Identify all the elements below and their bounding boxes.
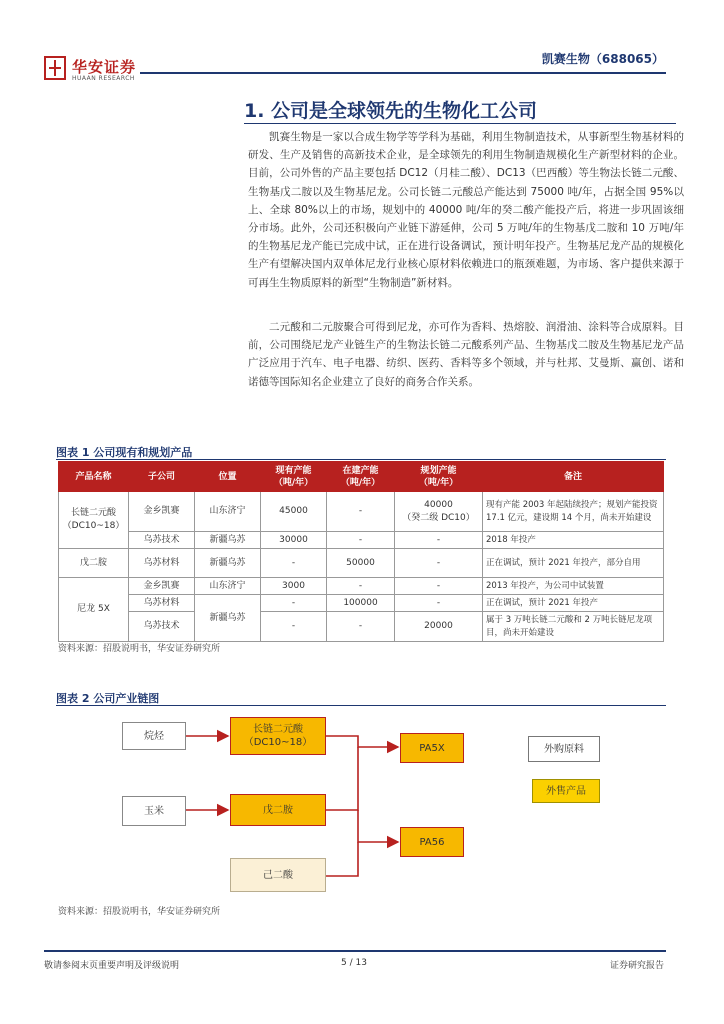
table-row: 长链二元酸（DC10~18） 金乡凯赛 山东济宁 45000 - 40000 （癸二级 DC10） 现有产能 2003 年起陆续投产；规划产能投资 17.1 亿元，建设期 14 个月，尚未开始建设 <box>59 492 664 532</box>
header-planned-capacity: 规划产能 （吨/年） <box>395 462 483 492</box>
table-row: 乌苏材料 新疆乌苏 - 100000 - 正在调试，预计 2021 年投产 <box>59 595 664 612</box>
figure2-title-divider <box>56 705 666 706</box>
product-table <box>58 461 664 642</box>
header-divider <box>140 72 666 74</box>
figure2-title: 图表 2 公司产业链图 <box>56 692 160 705</box>
legend-outsourced: 外购原料 <box>528 736 600 762</box>
table-row: 乌苏技术 新疆乌苏 30000 - - 2018 年投产 <box>59 532 664 549</box>
node-corn: 玉米 <box>122 796 186 826</box>
node-pentanediamine: 戊二胺 <box>230 794 326 826</box>
arrow-adipic-to-pa56 <box>326 842 358 876</box>
node-adipic-acid: 己二酸 <box>230 858 326 892</box>
section-title: 1. 公司是全球领先的生物化工公司 <box>244 100 538 122</box>
logo-mark-icon <box>44 56 66 80</box>
legend-sold: 外售产品 <box>532 779 600 803</box>
node-pa5x: PA5X <box>400 733 464 763</box>
node-pa56: PA56 <box>400 827 464 857</box>
product-cell: 戊二胺 <box>59 549 129 578</box>
arrow-pentanediamine-to-pa56 <box>358 810 398 842</box>
header-subsidiary: 子公司 <box>129 462 195 492</box>
footer-divider <box>44 950 666 952</box>
footer-disclaimer: 敬请参阅末页重要声明及评级说明 <box>44 961 180 971</box>
section-divider <box>244 123 676 124</box>
body-paragraph-1: 凯赛生物是一家以合成生物学等学科为基础，利用生物制造技术，从事新型生物基材料的研发、生产及销售的高新技术企业，是全球领先的利用生物制造规模化生产新型材料的企业。目前，公司外售的产品主要包括 DC12（月桂二酸）、DC13（巴西酸）等生物法长链二元酸、生物基戊二胺以及生物基尼龙。公司长链二元酸总产能达到 75000 吨/年，占据全国 95%以上、全球 80%以上的市场，规划中的 40000 吨/年的癸二酸产能投产后，将进一步巩固该细分市场。此外，公司还积极向产业链下游延伸，公司 5 万吨/年的生物基戊二胺和 10 万吨/年的生物基尼龙产能已完成中试，正在进行设备调试，预计明年投产。生物基尼龙产品的规模化生产有望解决国内双单体尼龙行业核心原材料依赖进口的瓶颈难题，为市场、客户提供来源于可再生生物质原料的新型“生物制造”新材料。 <box>248 131 684 289</box>
table-row: 尼龙 5X 金乡凯赛 山东济宁 3000 - - 2013 年投产，为公司中试装置 <box>59 578 664 595</box>
arrow-pentanediamine-to-pa5x <box>326 747 358 810</box>
table-row: 乌苏技术 - - 20000 属于 3 万吨长链二元酸和 2 万吨长链尼龙项目，尚未开始建设 <box>59 612 664 642</box>
page-number: 5 / 13 <box>341 958 367 968</box>
header-building-capacity: 在建产能 （吨/年） <box>327 462 395 492</box>
figure1-title: 图表 1 公司现有和规划产品 <box>56 446 193 459</box>
node-long-chain-acid: 长链二元酸 （DC10~18） <box>230 717 326 755</box>
product-cell: 长链二元酸（DC10~18） <box>59 492 129 549</box>
product-cell: 尼龙 5X <box>59 578 129 642</box>
table-header-row <box>59 462 664 492</box>
header-location: 位置 <box>195 462 261 492</box>
footer-report-type: 证券研究报告 <box>609 961 664 971</box>
node-alkane: 烷烃 <box>122 722 186 750</box>
company-ticker: 凯赛生物（688065） <box>541 52 664 66</box>
header-existing-capacity: 现有产能 （吨/年） <box>261 462 327 492</box>
header-remarks: 备注 <box>483 462 664 492</box>
arrow-acid-to-pa5x <box>326 736 398 747</box>
figure2-source: 资料来源：招股说明书，华安证券研究所 <box>58 907 221 917</box>
table-row: 戊二胺 乌苏材料 新疆乌苏 - 50000 - 正在调试，预计 2021 年投产，部分自用 <box>59 549 664 578</box>
figure1-title-divider <box>56 459 666 460</box>
body-paragraph-2: 二元酸和二元胺聚合可得到尼龙，亦可作为香料、热熔胶、润滑油、涂料等合成原料。目前，公司围绕尼龙产业链生产的生物法长链二元酸系列产品、生物基戊二胺及生物基尼龙产品广泛应用于汽车、电子电器、纺织、医药、香料等多个领域，并与杜邦、艾曼斯、赢创、诺和诺德等国际知名企业建立了良好的商务合作关系。 <box>248 321 684 388</box>
logo-text-en: HUAAN RESEARCH <box>72 75 135 82</box>
planned-capacity-cell: 40000 （癸二级 DC10） <box>395 492 483 532</box>
logo-text-cn: 华安证券 <box>72 58 137 76</box>
header-product: 产品名称 <box>59 462 129 492</box>
figure1-source: 资料来源：招股说明书，华安证券研究所 <box>58 644 221 654</box>
